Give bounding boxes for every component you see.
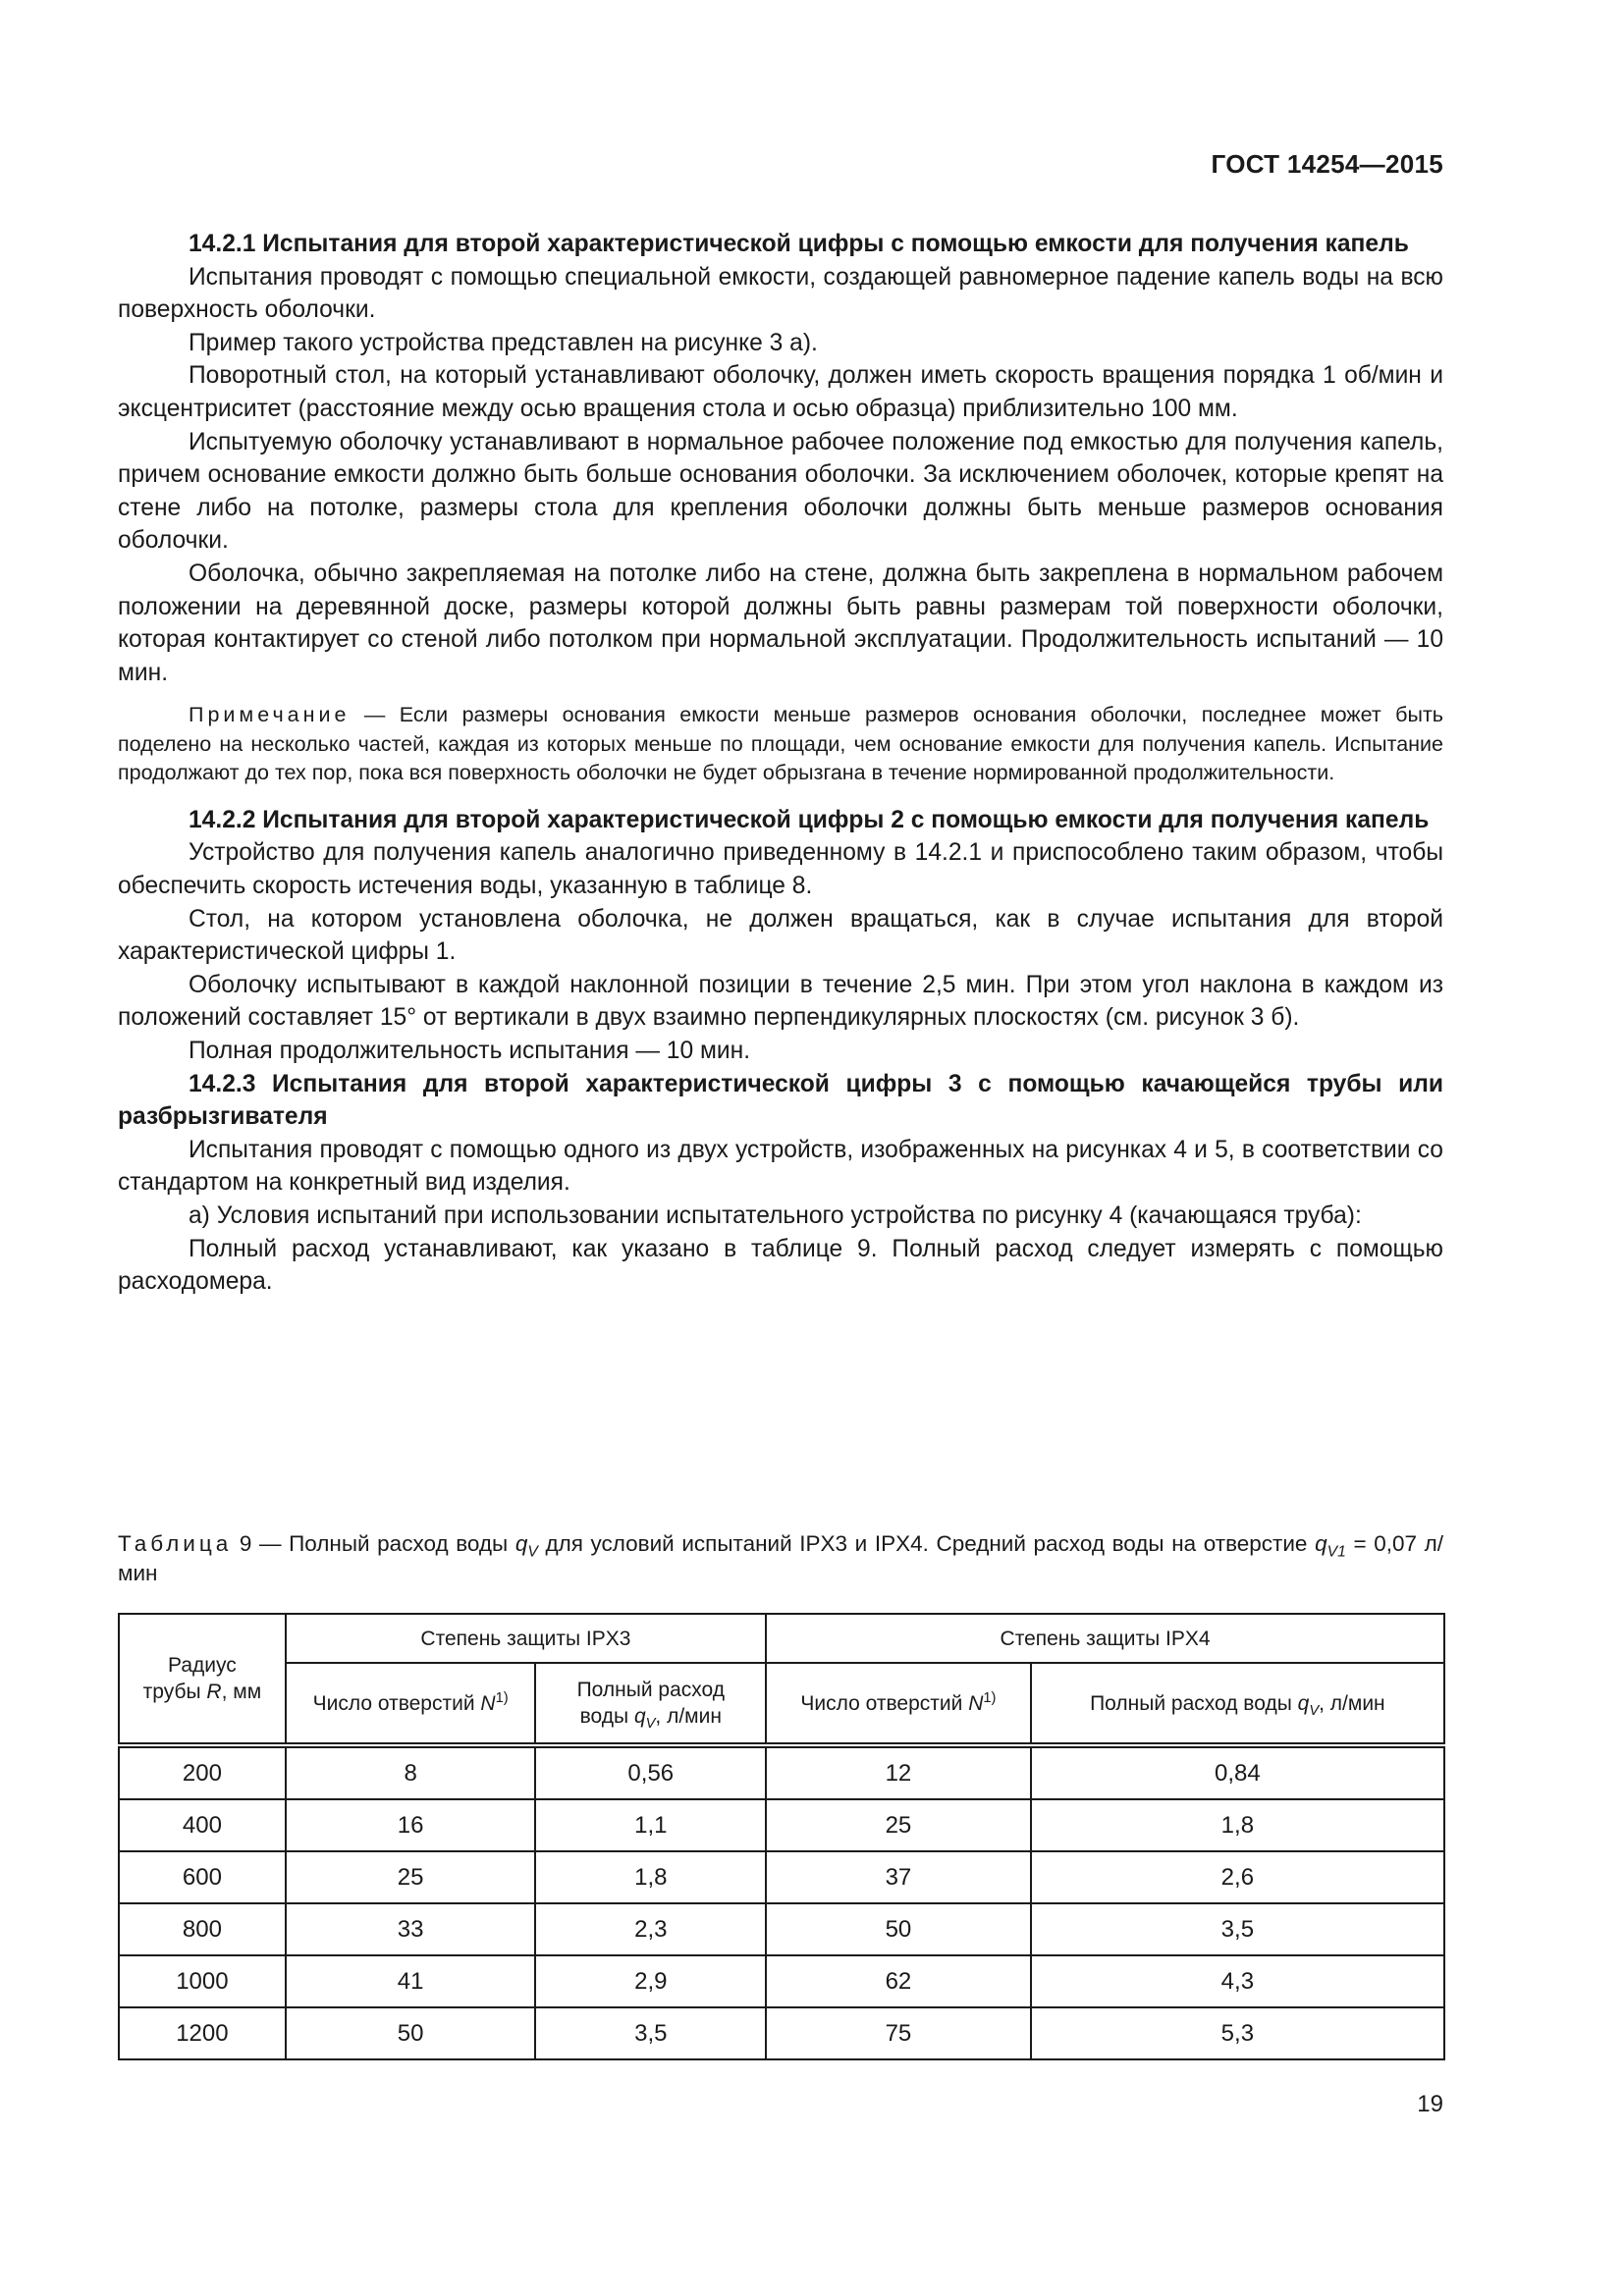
table-cell: 3,5 xyxy=(1031,1903,1444,1955)
paragraph: Испытания проводят с помощью специальной емкости, создающей равномерное падение капель воды на всю поверхность оболочки. xyxy=(118,263,1443,324)
page-number: 19 xyxy=(1417,2091,1443,2117)
table-cell: 4,3 xyxy=(1031,1955,1444,2007)
table-cell: 50 xyxy=(286,2007,536,2059)
document-code: ГОСТ 14254—2015 xyxy=(1211,149,1443,179)
table-row xyxy=(119,2007,1444,2059)
paragraph: а) Условия испытаний при использовании испытательного устройства по рисунку 4 (качающаяся труба): xyxy=(189,1201,1362,1229)
section-heading-14-2-2: 14.2.2 Испытания для второй характеристической цифры 2 с помощью емкости для получения капель xyxy=(189,806,1430,833)
table-cell: 50 xyxy=(766,1903,1031,1955)
table-cell: 200 xyxy=(119,1745,286,1799)
column-group-ipx3: Степень защиты IPX3 xyxy=(286,1614,766,1663)
paragraph: Полная продолжительность испытания — 10 мин. xyxy=(189,1037,751,1064)
table-cell: 33 xyxy=(286,1903,536,1955)
table-cell: 1,8 xyxy=(1031,1799,1444,1851)
column-header-holes: Число отверстий $N^{1)}$ xyxy=(766,1663,1031,1745)
table-cell: 0,56 xyxy=(535,1745,766,1799)
column-header-flow: Полный расход воды $q_V$, л/мин xyxy=(1031,1663,1444,1745)
paragraph: Испытуемую оболочку устанавливают в нормальное рабочее положение под емкостью для получения капель, причем основание емкости должно быть больше основания оболочки. За исключением оболочек, которые крепят на стене либо на потолке, размеры стола для крепления оболочки должны быть меньше размеров основания оболочки. xyxy=(118,428,1443,555)
table-cell: 600 xyxy=(119,1851,286,1903)
table-cell: 1,1 xyxy=(535,1799,766,1851)
table-cell: 1200 xyxy=(119,2007,286,2059)
paragraph: Оболочка, обычно закрепляемая на потолке либо на стене, должна быть закреплена в нормальном рабочем положении на деревянной доске, размеры которой должны быть равны размерам той поверхности оболочки, которая контактирует со стеной либо потолком при нормальной эксплуатации. Продолжительность испытаний — 10 мин. xyxy=(118,560,1443,686)
table-cell: 1000 xyxy=(119,1955,286,2007)
table-cell: 75 xyxy=(766,2007,1031,2059)
note-text: — Если размеры основания емкости меньше размеров основания оболочки, последнее может быть поделено на несколько частей, каждая из которых меньше по площади, чем основание емкости для получения капель. Испытание продолжают до тех пор, пока вся поверхность оболочки не будет обрызгана в течение нормированной продолжительности. xyxy=(118,703,1443,785)
section-heading-14-2-3: 14.2.3 Испытания для второй характеристической цифры 3 с помощью качающейся трубы или разбрызгивателя xyxy=(118,1070,1443,1131)
table-cell: 2,9 xyxy=(535,1955,766,2007)
body-text xyxy=(118,228,1443,1299)
table-cell: 16 xyxy=(286,1799,536,1851)
table-cell: 25 xyxy=(286,1851,536,1903)
table-row xyxy=(119,1903,1444,1955)
table-cell: 8 xyxy=(286,1745,536,1799)
table-cell: 12 xyxy=(766,1745,1031,1799)
table-cell: 3,5 xyxy=(535,2007,766,2059)
table-cell: 37 xyxy=(766,1851,1031,1903)
table-cell: 2,6 xyxy=(1031,1851,1444,1903)
table-cell: 2,3 xyxy=(535,1903,766,1955)
table-caption: Таблица 9 — Полный расход воды $q_V$ для условий испытаний IPX3 и IPX4. Средний расход воды на отверстие $q_{V1} = 0,07$ л/мин xyxy=(118,1531,1443,1585)
table-row xyxy=(119,1745,1444,1799)
paragraph: Поворотный стол, на который устанавливают оболочку, должен иметь скорость вращения порядка 1 об/мин и эксцентриситет (расстояние между осью вращения стола и осью образца) приблизительно 100 мм. xyxy=(118,362,1443,422)
paragraph: Пример такого устройства представлен на рисунке 3 а). xyxy=(189,329,818,356)
table-cell: 62 xyxy=(766,1955,1031,2007)
table-cell: 1,8 xyxy=(535,1851,766,1903)
section-heading-14-2-1: 14.2.1 Испытания для второй характеристической цифры с помощью емкости для получения капель xyxy=(189,231,1409,257)
table-row xyxy=(119,1955,1444,2007)
paragraph: Оболочку испытывают в каждой наклонной позиции в течение 2,5 мин. При этом угол наклона в каждом из положений составляет 15° от вертикали в двух взаимно перпендикулярных плоскостях (см. рисунок 3 б). xyxy=(118,971,1443,1032)
column-header-radius: Радиус трубы R, мм xyxy=(119,1614,286,1745)
note xyxy=(118,701,1443,788)
table-cell: 41 xyxy=(286,1955,536,2007)
table-cell: 800 xyxy=(119,1903,286,1955)
note-label: Примечание xyxy=(189,703,351,727)
column-group-ipx4: Степень защиты IPX4 xyxy=(766,1614,1444,1663)
paragraph: Стол, на котором установлена оболочка, не должен вращаться, как в случае испытания для второй характеристической цифры 1. xyxy=(118,905,1443,966)
table-cell: 0,84 xyxy=(1031,1745,1444,1799)
table-cell: 5,3 xyxy=(1031,2007,1444,2059)
paragraph: Испытания проводят с помощью одного из двух устройств, изображенных на рисунках 4 и 5, в соответствии со стандартом на конкретный вид изделия. xyxy=(118,1136,1443,1197)
paragraph: Устройство для получения капель аналогично приведенному в 14.2.1 и приспособлено таким образом, чтобы обеспечить скорость истечения воды, указанную в таблице 8. xyxy=(118,839,1443,899)
table-label: Таблица xyxy=(118,1531,233,1556)
table-cell: 25 xyxy=(766,1799,1031,1851)
column-header-flow: Полный расход воды $q_V$, л/мин xyxy=(535,1663,766,1745)
table-cell: 400 xyxy=(119,1799,286,1851)
flow-rate-table xyxy=(118,1613,1445,2060)
table-row xyxy=(119,1851,1444,1903)
paragraph: Полный расход устанавливают, как указано в таблице 9. Полный расход следует измерять с помощью расходомера. xyxy=(118,1235,1443,1296)
table-row xyxy=(119,1799,1444,1851)
column-header-holes: Число отверстий $N^{1)}$ xyxy=(286,1663,536,1745)
